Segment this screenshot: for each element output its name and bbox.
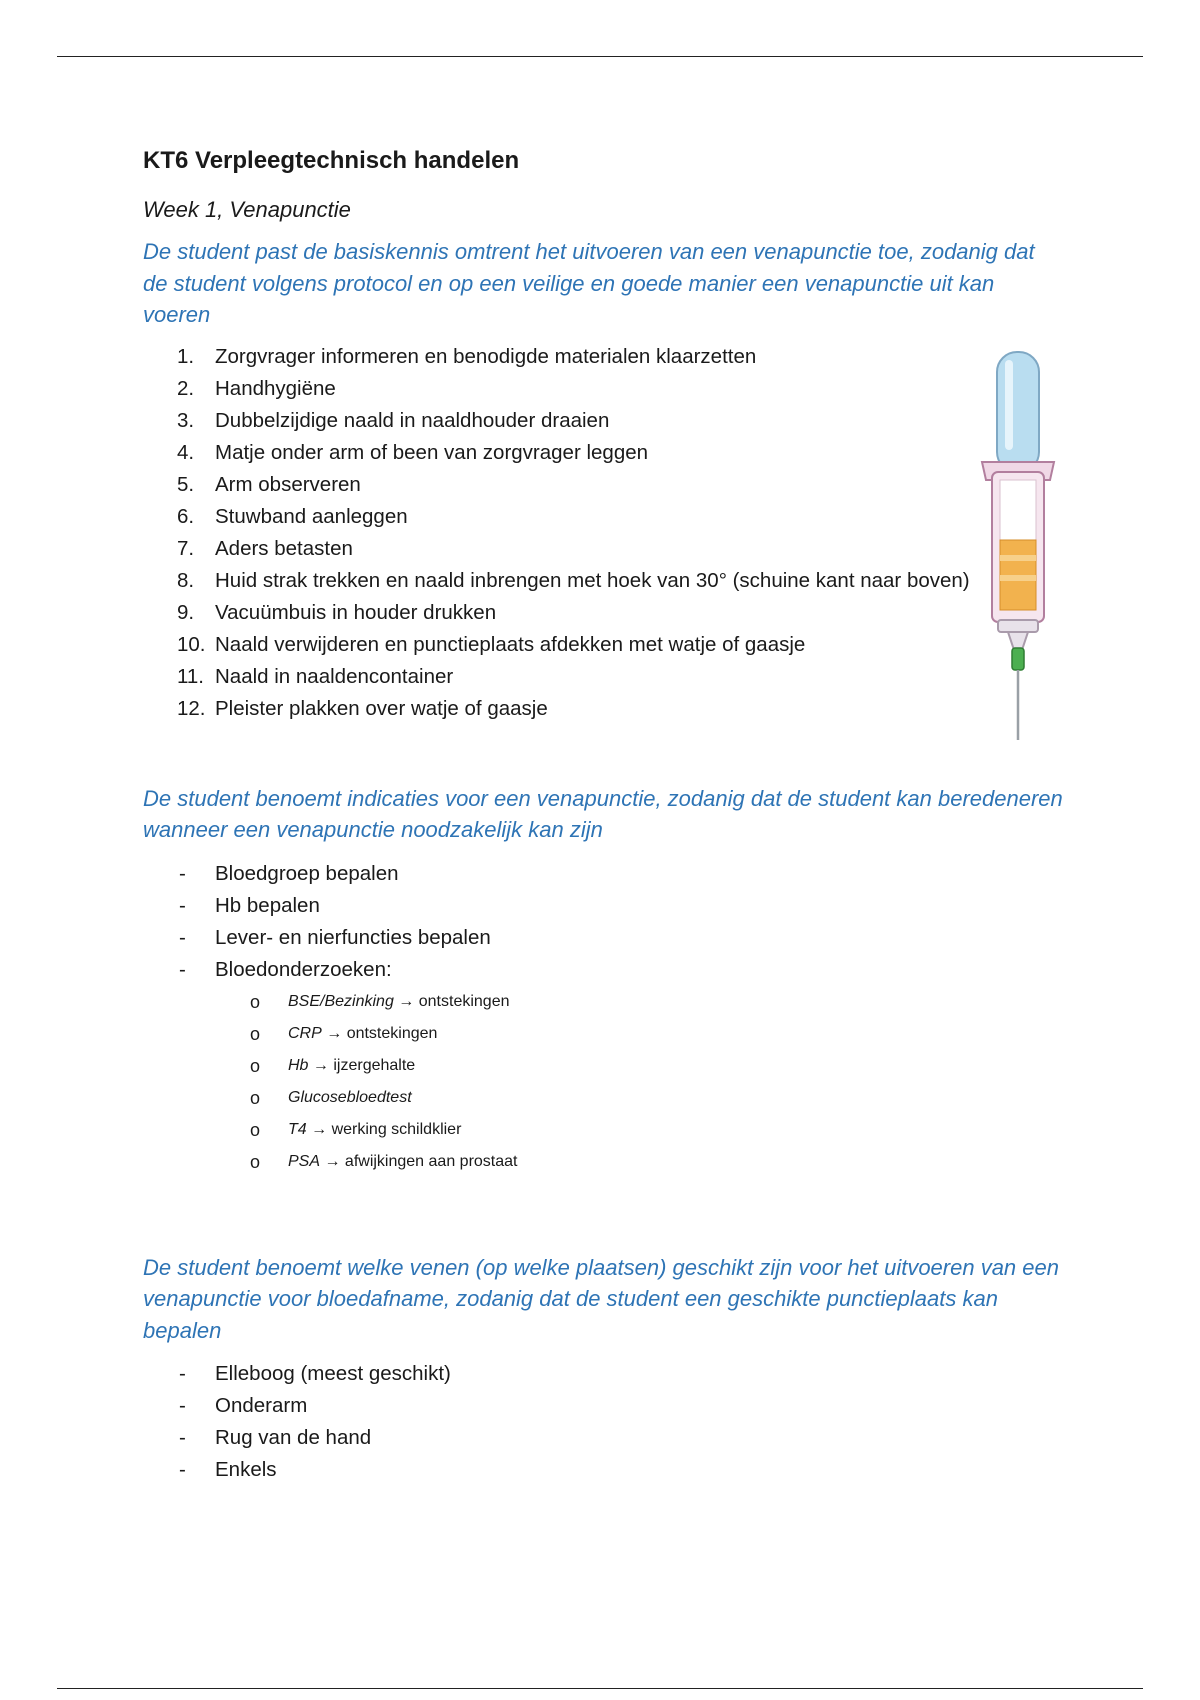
site-text: Onderarm [215,1394,308,1417]
test-name: Hb [288,1056,309,1074]
step-text: Naald verwijderen en punctieplaats afdekken met watje of gaasje [215,632,806,656]
circle-bullet-icon: o [250,991,261,1012]
step-text: Dubbelzijdige naald in naaldhouder draaien [215,408,610,432]
list-item [143,597,1025,629]
step-text: Pleister plakken over watje of gaasje [215,696,548,720]
step-text: Zorgvrager informeren en benodigde materialen klaarzetten [215,344,757,368]
indication-text: Bloedgroep bepalen [215,861,399,885]
list-item [143,565,1025,597]
step-text: Handhygiëne [215,376,336,400]
step-number: 6. [177,504,195,528]
list-item [143,1454,1063,1486]
step-number: 5. [177,472,195,496]
list-item [143,1422,1063,1454]
list-item [143,341,1025,373]
week-subtitle: Week 1, Venapunctie [143,197,351,222]
arrow-icon: → [398,992,415,1010]
test-result: ontstekingen [418,992,510,1010]
step-text: Stuwband aanleggen [215,504,408,528]
site-text: Elleboog (meest geschikt) [215,1362,451,1385]
step-number: 8. [177,568,195,592]
step-number: 10. [177,632,206,656]
footer-rule [57,1688,1143,1689]
site-text: Rug van de hand [215,1426,372,1449]
list-item [143,954,1063,986]
dash-bullet: - [179,957,186,981]
list-item [143,469,1025,501]
objective-3: De student benoemt welke venen (op welke plaatsen) geschikt zijn voor het uitvoeren van een venapunctie voor bloedafname, zodanig dat de student een geschikte punctieplaats kan bepalen [143,1254,1059,1343]
indication-text: Bloedonderzoeken: [215,957,392,981]
test-result: werking schildklier [331,1120,462,1138]
step-text: Huid strak trekken en naald inbrengen met hoek van 30° (schuine kant naar boven) [215,568,970,592]
step-number: 12. [177,696,206,720]
test-result: ijzergehalte [333,1056,416,1074]
test-name: CRP [288,1024,322,1042]
circle-bullet-icon: o [250,1151,261,1172]
list-item [143,1050,1063,1082]
arrow-icon: → [311,1120,328,1138]
step-number: 9. [177,600,195,624]
list-item [143,629,1025,661]
blood-tests-list [143,986,1063,1178]
test-name: PSA [288,1152,321,1170]
indications-list [143,858,1063,986]
test-name: BSE/Bezinking [288,992,394,1010]
list-item [143,1358,1063,1390]
dash-bullet: - [179,1426,186,1449]
document-body [143,140,1063,1486]
list-item [143,693,1025,725]
arrow-icon: → [326,1024,343,1042]
list-item [143,1082,1063,1114]
page-title: KT6 Verpleegtechnisch handelen [143,147,520,174]
list-item [143,1018,1063,1050]
site-text: Enkels [215,1458,277,1481]
arrow-icon: → [324,1152,341,1170]
list-item [143,1390,1063,1422]
list-item [143,1146,1063,1178]
step-number: 4. [177,440,195,464]
dash-bullet: - [179,1362,186,1385]
objective-2: De student benoemt indicaties voor een venapunctie, zodanig dat de student kan beredeneren wanneer een venapunctie noodzakelijk kan zijn [143,785,1063,842]
list-item [143,858,1063,890]
circle-bullet-icon: o [250,1055,261,1076]
test-result: ontstekingen [346,1024,438,1042]
circle-bullet-icon: o [250,1119,261,1140]
step-text: Vacuümbuis in houder drukken [215,600,497,624]
list-item [143,661,1025,693]
list-item [143,437,1025,469]
list-item [143,890,1063,922]
syringe-icon [978,350,1058,742]
list-item [143,405,1025,437]
list-item [143,533,1025,565]
dash-bullet: - [179,1394,186,1417]
procedure-steps [143,341,1063,725]
test-result: afwijkingen aan prostaat [344,1152,518,1170]
dash-bullet: - [179,861,186,885]
step-text: Aders betasten [215,536,353,560]
arrow-icon: → [312,1056,329,1074]
dash-bullet: - [179,1458,186,1481]
step-number: 1. [177,344,195,368]
step-number: 3. [177,408,195,432]
list-item [143,922,1063,954]
header-rule [57,56,1143,57]
list-item [143,501,1025,533]
list-item [143,373,1025,405]
dash-bullet: - [179,925,186,949]
list-item [143,1114,1063,1146]
indication-text: Hb bepalen [215,893,320,917]
indication-text: Lever- en nierfuncties bepalen [215,925,491,949]
circle-bullet-icon: o [250,1023,261,1044]
circle-bullet-icon: o [250,1087,261,1108]
step-number: 7. [177,536,195,560]
step-text: Arm observeren [215,472,361,496]
puncture-sites-list [143,1358,1063,1486]
test-name: T4 [288,1120,307,1138]
list-item [143,986,1063,1018]
test-name: Glucosebloedtest [288,1088,412,1106]
step-text: Matje onder arm of been van zorgvrager leggen [215,440,649,464]
objective-1: De student past de basiskennis omtrent het uitvoeren van een venapunctie toe, zodanig dat de student volgens protocol en op een veilige en goede manier een venapunctie uit kan voeren [143,239,1035,327]
step-number: 2. [177,376,195,400]
dash-bullet: - [179,893,186,917]
step-text: Naald in naaldencontainer [215,664,454,688]
step-number: 11. [177,664,204,688]
